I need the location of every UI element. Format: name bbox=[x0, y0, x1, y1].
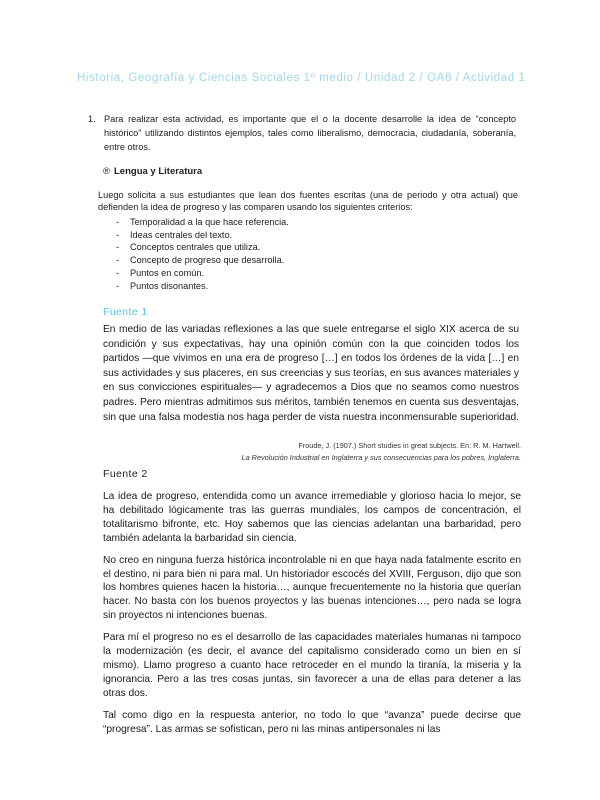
source-1-citation bbox=[150, 440, 521, 464]
dash-bullet: - bbox=[116, 229, 120, 240]
criteria-text: Temporalidad a la que hace referencia. bbox=[130, 217, 289, 227]
criteria-text: Concepto de progreso que desarrolla. bbox=[130, 255, 285, 266]
source-1-text: En medio de las variadas reflexiones a las que suele entregarse el siglo XIX acerca de su condición y sus expectativas, hay una opinión común con la que coinciden todos los partidos —que vivimos en una era de progreso […] en todos los órdenes de la vida […] en sus actividades y sus placeres, en sus creencias y sus teorías, en sus avances materiales y en sus convicciones espirituales— y agradecemos a Dios que no seamos como nuestros padres. Pero mientras admitimos sus méritos, también tenemos en cuenta sus desventajas, sin que una falsa modestia nos haga perder de vista nuestra inconmensurable superioridad. bbox=[103, 324, 519, 423]
source-2-paragraph: No creo en ninguna fuerza histórica incontrolable ni en que haya nada fatalmente escrito en el destino, ni para bien ni para mal. Un historiador escocés del XVIII, Ferguson, dijo que son los hombres quienes hacen la historia…, aunque frecuentemente no la historia que querían hacer. No basta con los buenos proyectos y las buenas intenciones…, pero nada se logra sin proyectos ni intenciones buenas. bbox=[103, 554, 521, 622]
dash-bullet: - bbox=[116, 280, 120, 291]
item-number: 1. bbox=[88, 114, 96, 124]
criteria-text: Puntos disonantes. bbox=[130, 280, 209, 291]
dash-bullet: - bbox=[116, 217, 120, 227]
subject-label: Lengua y Literatura bbox=[114, 166, 203, 177]
breadcrumb[interactable]: Historia, Geografía y Ciencias Sociales 1º medio / Unidad 2 / OA8 / Actividad 1 bbox=[77, 72, 526, 84]
subject-heading bbox=[103, 166, 202, 177]
criteria-text: Puntos en común. bbox=[130, 267, 205, 278]
criteria-item bbox=[116, 241, 496, 254]
source-2-paragraph: Para mí el progreso no es el desarrollo de las capacidades materiales humanas ni tampoco la modernización (es decir, el avance del capitalismo considerado como un bien en sí mismo). Llamo progreso a cuanto hace retroceder en el mundo la tiranía, la miseria y la ignorancia. Pero a las tres cosas juntas, sin favorecer a una de ellas para detener a las otras dos. bbox=[103, 632, 521, 699]
criteria-item bbox=[116, 267, 496, 280]
instructions-paragraph: Luego solicita a sus estudiantes que lean dos fuentes escritas (una de periodo y otra actual) que defienden la idea de progreso y las comparen usando los siguientes criterios: bbox=[98, 190, 518, 212]
dash-bullet: - bbox=[116, 267, 120, 278]
source-2-paragraph: La idea de progreso, entendida como un avance irremediable y glorioso hacia lo mejor, se ha debilitado lógicamente tras las guerras mundiales, los campos de concentración, el totalitarismo bifronte, etc. Hoy sabemos que las ciencias adelantan una barbaridad, pero también adelanta la barbaridad sin ciencia. bbox=[103, 491, 521, 544]
item-text: Para realizar esta actividad, es importante que el o la docente desarrolle la idea de “concepto histórico” utilizando distintos ejemplos, tales como liberalismo, democracia, ciudadanía, soberanía, entre otros. bbox=[104, 114, 516, 152]
criteria-list bbox=[116, 216, 496, 292]
source-2-text bbox=[103, 490, 521, 745]
criteria-text: Ideas centrales del texto. bbox=[130, 229, 233, 240]
dash-bullet: - bbox=[116, 242, 120, 253]
criteria-item bbox=[116, 254, 496, 267]
citation-line: La Revolución Industrial en Inglaterra y sus consecuencias para los pobres, Inglaterra. bbox=[241, 453, 521, 462]
criteria-item bbox=[116, 216, 496, 229]
criteria-text: Conceptos centrales que utiliza. bbox=[130, 242, 261, 253]
criteria-item bbox=[116, 280, 496, 293]
source-2-title: Fuente 2 bbox=[103, 468, 148, 480]
dash-bullet: - bbox=[116, 255, 120, 266]
subject-icon: ® bbox=[103, 166, 110, 177]
criteria-item bbox=[116, 229, 496, 242]
source-1-title: Fuente 1 bbox=[103, 306, 148, 318]
citation-line: Froude, J. (1907.) Short studies in great subjects. En: R. M. Hartwell. bbox=[298, 441, 521, 450]
source-2-paragraph: Tal como digo en la respuesta anterior, no todo lo que “avanza” puede decirse que “progresa”. Las armas se sofistican, pero ni las minas antipersonales ni las bbox=[103, 709, 521, 735]
